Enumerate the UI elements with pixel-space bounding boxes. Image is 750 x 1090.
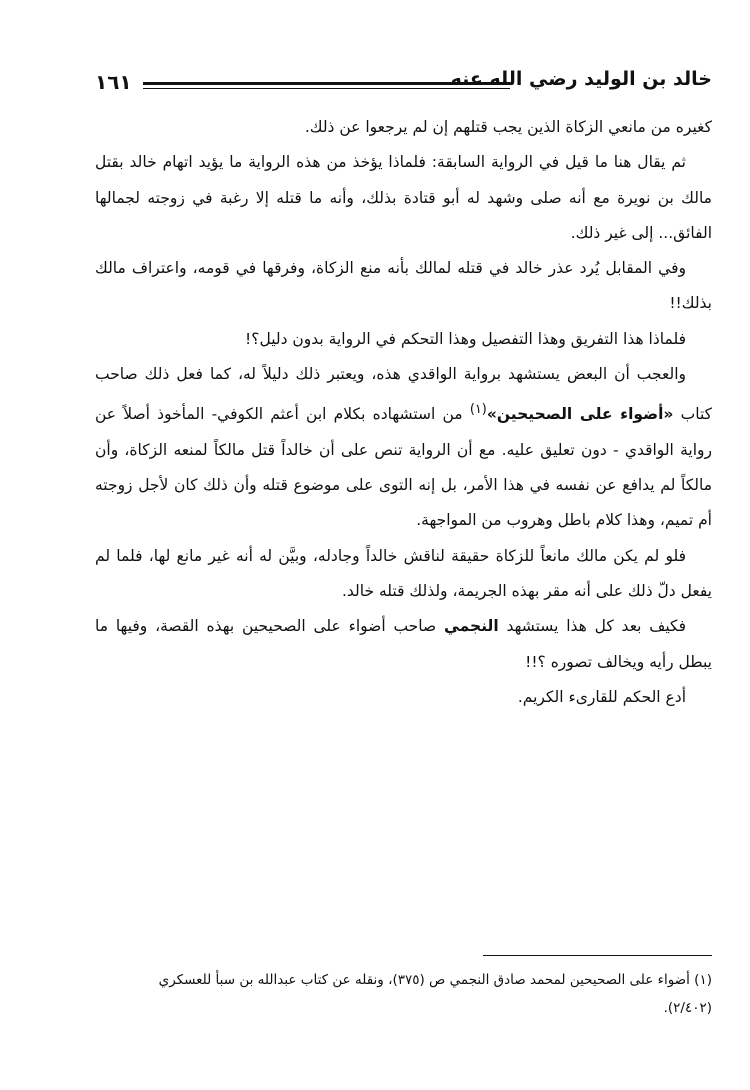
- paragraph-1: كغيره من مانعي الزكاة الذين يجب قتلهم إن لم يرجعوا عن ذلك.: [304, 118, 712, 136]
- paragraph-7-text-a: فكيف بعد كل هذا يستشهد: [498, 617, 686, 636]
- book-title: «أضواء على الصحيحين»: [486, 405, 674, 424]
- paragraph-8: أدع الحكم للقارىء الكريم.: [517, 687, 686, 706]
- paragraph-4: فلماذا هذا التفريق وهذا التفصيل وهذا التحكم في الرواية بدون دليل؟!: [245, 329, 686, 348]
- footnote: [95, 966, 712, 1022]
- page-number: ١٦١: [95, 70, 132, 94]
- paragraph-6: فلو لم يكن مالك مانعاً للزكاة حقيقة لناقش خالداً وجادله، وبيَّن له أنه غير مانع لها، فلما لم يفعل دلّ ذلك على أنه مقر بهذه الجريمة، ولذلك قتله خالد.: [95, 546, 712, 601]
- author-name: النجمي: [443, 617, 499, 636]
- paragraph-7: [95, 609, 712, 680]
- page-header: [95, 62, 712, 102]
- paragraph-5: [95, 357, 712, 539]
- footnote-reference: (١): [469, 402, 487, 418]
- footnote-separator: [483, 955, 712, 956]
- paragraph-2: ثم يقال هنا ما قيل في الرواية السابقة: فلماذا يؤخذ من هذه الرواية ما يؤيد اتهام خالد بقتل مالك بن نويرة مع أنه صلى وشهد له أبو قتادة بذلك، وأنه ما قتله إلا رغبة في زوجته لجمالها الفائق... إلى غير ذلك.: [95, 153, 712, 242]
- paragraph-7-text-b: صاحب أضواء على الصحيحين بهذه القصة، وفيها ما يبطل رأيه ويخالف تصوره ؟!!: [95, 617, 712, 671]
- paragraph-5-text-b: من استشهاده بكلام ابن أعثم الكوفي- المأخوذ أصلاً عن رواية الواقدي - دون تعليق عليه. مع أن الرواية تنص على أن خالداً قتل مالكاً لمنعه الزكاة، وأن مالكاً لم يدافع عن نفسه في هذا الأمر، بل إنه التوى على موضوع قتله وأن ذلك كان لأجل زوجته أم تميم، وهذا كلام باطل وهروب من المواجهة.: [95, 405, 712, 530]
- running-title: خالد بن الوليد رضي الله عنه: [450, 68, 712, 90]
- footnote-line-1: (١) أضواء على الصحيحين لمحمد صادق النجمي ص (٣٧٥)، ونقله عن كتاب عبدالله بن سبأ للعسكري: [158, 972, 712, 988]
- footnote-line-2: (٢/٤٠٢).: [663, 1000, 712, 1016]
- paragraph-3: وفي المقابل يُرد عذر خالد في قتله لمالك بأنه منع الزكاة، وفرقها في قومه، واعتراف مالك بذلك!!: [95, 259, 712, 313]
- body-text: [95, 110, 712, 715]
- paragraph-5-text-a: والعجب أن البعض يستشهد برواية الواقدي هذه، ويعتبر ذلك دليلاً له، كما فعل ذلك صاحب كتاب: [95, 365, 712, 424]
